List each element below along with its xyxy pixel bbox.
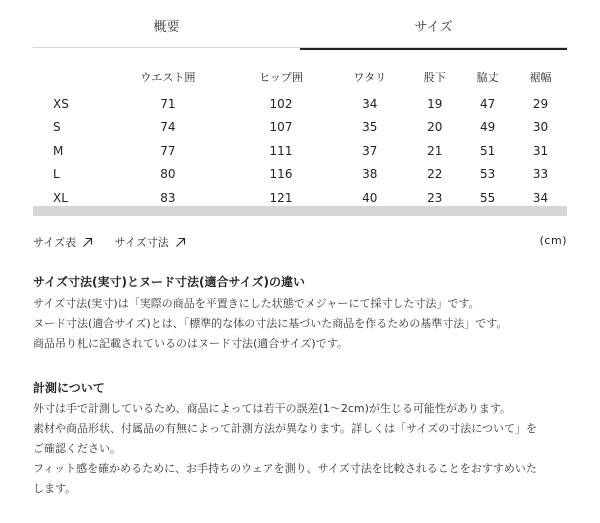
tab-size[interactable]: サイズ <box>300 0 567 48</box>
table-header: 股下 <box>423 71 446 84</box>
text-line: ヌード寸法(適合サイズ)とは、「標準的な体の寸法に基づいた商品を作るための基準寸法」です。 <box>33 317 508 330</box>
size-label: XL <box>53 190 68 205</box>
table-cell: 23 <box>427 190 443 205</box>
table-cell: 37 <box>362 143 378 158</box>
unit-label: (cm) <box>539 234 567 247</box>
section-body-measurement <box>33 399 567 499</box>
text-line: ご確認ください。 <box>33 442 121 455</box>
table-cell: 21 <box>427 143 443 158</box>
table-header: ウエスト囲 <box>140 71 196 84</box>
table-cell: 53 <box>479 167 496 182</box>
size-label: S <box>53 120 61 135</box>
table-cell: 20 <box>427 120 443 135</box>
table-header-corner <box>33 62 105 92</box>
text-line: します。 <box>33 482 77 495</box>
tab-bar <box>33 0 567 50</box>
table-cell: 30 <box>532 120 549 135</box>
table-cell: 35 <box>362 120 378 135</box>
size-links <box>33 234 204 250</box>
size-label: XS <box>53 96 69 111</box>
table-header: 裾幅 <box>529 71 552 84</box>
table-cell: 74 <box>160 120 176 135</box>
table-row <box>33 139 567 163</box>
table-cell: 55 <box>479 190 496 205</box>
table-cell: 22 <box>427 167 443 182</box>
table-header: ワタリ <box>353 71 387 84</box>
text-line: 商品吊り札に記載されているのはヌード寸法(適合サイズ)です。 <box>33 337 348 350</box>
size-label: L <box>53 167 60 182</box>
table-cell: 111 <box>269 143 293 158</box>
horizontal-scrollbar[interactable] <box>33 206 567 216</box>
section-body-difference <box>33 294 567 354</box>
size-label: M <box>53 143 64 158</box>
table-header-row <box>33 62 567 92</box>
table-cell: 34 <box>532 190 549 205</box>
table-cell: 107 <box>269 120 293 135</box>
table-cell: 33 <box>532 167 549 182</box>
table-cell: 83 <box>160 190 176 205</box>
section-title-difference: サイズ寸法(実寸)とヌード寸法(適合サイズ)の違い <box>33 275 306 289</box>
table-cell: 71 <box>160 96 176 111</box>
table-cell: 80 <box>160 167 176 182</box>
table-cell: 29 <box>532 96 549 111</box>
text-line: フィット感を確かめるために、お手持ちのウェアを測り、サイズ寸法を比較されることをおすすめいた <box>33 462 537 475</box>
table-cell: 38 <box>362 167 378 182</box>
tab-divider <box>33 47 567 48</box>
table-cell: 77 <box>160 143 176 158</box>
text-line: 素材や商品形状、付属品の有無によって計測方法が異なります。詳しくは「サイズの寸法について」を <box>33 422 538 435</box>
arrow-up-right-icon <box>82 237 93 248</box>
table-header: ヒップ囲 <box>259 71 303 84</box>
table-cell: 47 <box>479 96 496 111</box>
table-cell: 51 <box>479 143 496 158</box>
arrow-up-right-icon <box>175 237 186 248</box>
table-cell: 19 <box>427 96 443 111</box>
size-measure-link[interactable] <box>115 234 186 250</box>
table-row <box>33 116 567 140</box>
table-cell: 40 <box>362 190 378 205</box>
size-table-link-label: サイズ表 <box>33 236 77 249</box>
size-table-link[interactable] <box>33 234 93 250</box>
table-row <box>33 163 567 187</box>
table-cell: 116 <box>269 167 293 182</box>
table-cell: 49 <box>479 120 496 135</box>
table-header: 脇丈 <box>476 71 499 84</box>
tab-overview[interactable]: 概要 <box>153 20 180 35</box>
size-measure-link-label: サイズ寸法 <box>114 236 169 249</box>
table-cell: 34 <box>362 96 378 111</box>
text-line: サイズ寸法(実寸)は「実際の商品を平置きにした状態でメジャーにて採寸した寸法」です。 <box>33 297 480 310</box>
table-cell: 102 <box>269 96 293 111</box>
table-cell: 121 <box>269 190 293 205</box>
size-table <box>33 62 567 210</box>
table-cell: 31 <box>532 143 549 158</box>
section-title-measurement: 計測について <box>33 381 105 395</box>
text-line: 外寸は手で計測しているため、商品によっては若干の誤差(1〜2cm)が生じる可能性があります。 <box>33 402 512 415</box>
table-row <box>33 92 567 116</box>
